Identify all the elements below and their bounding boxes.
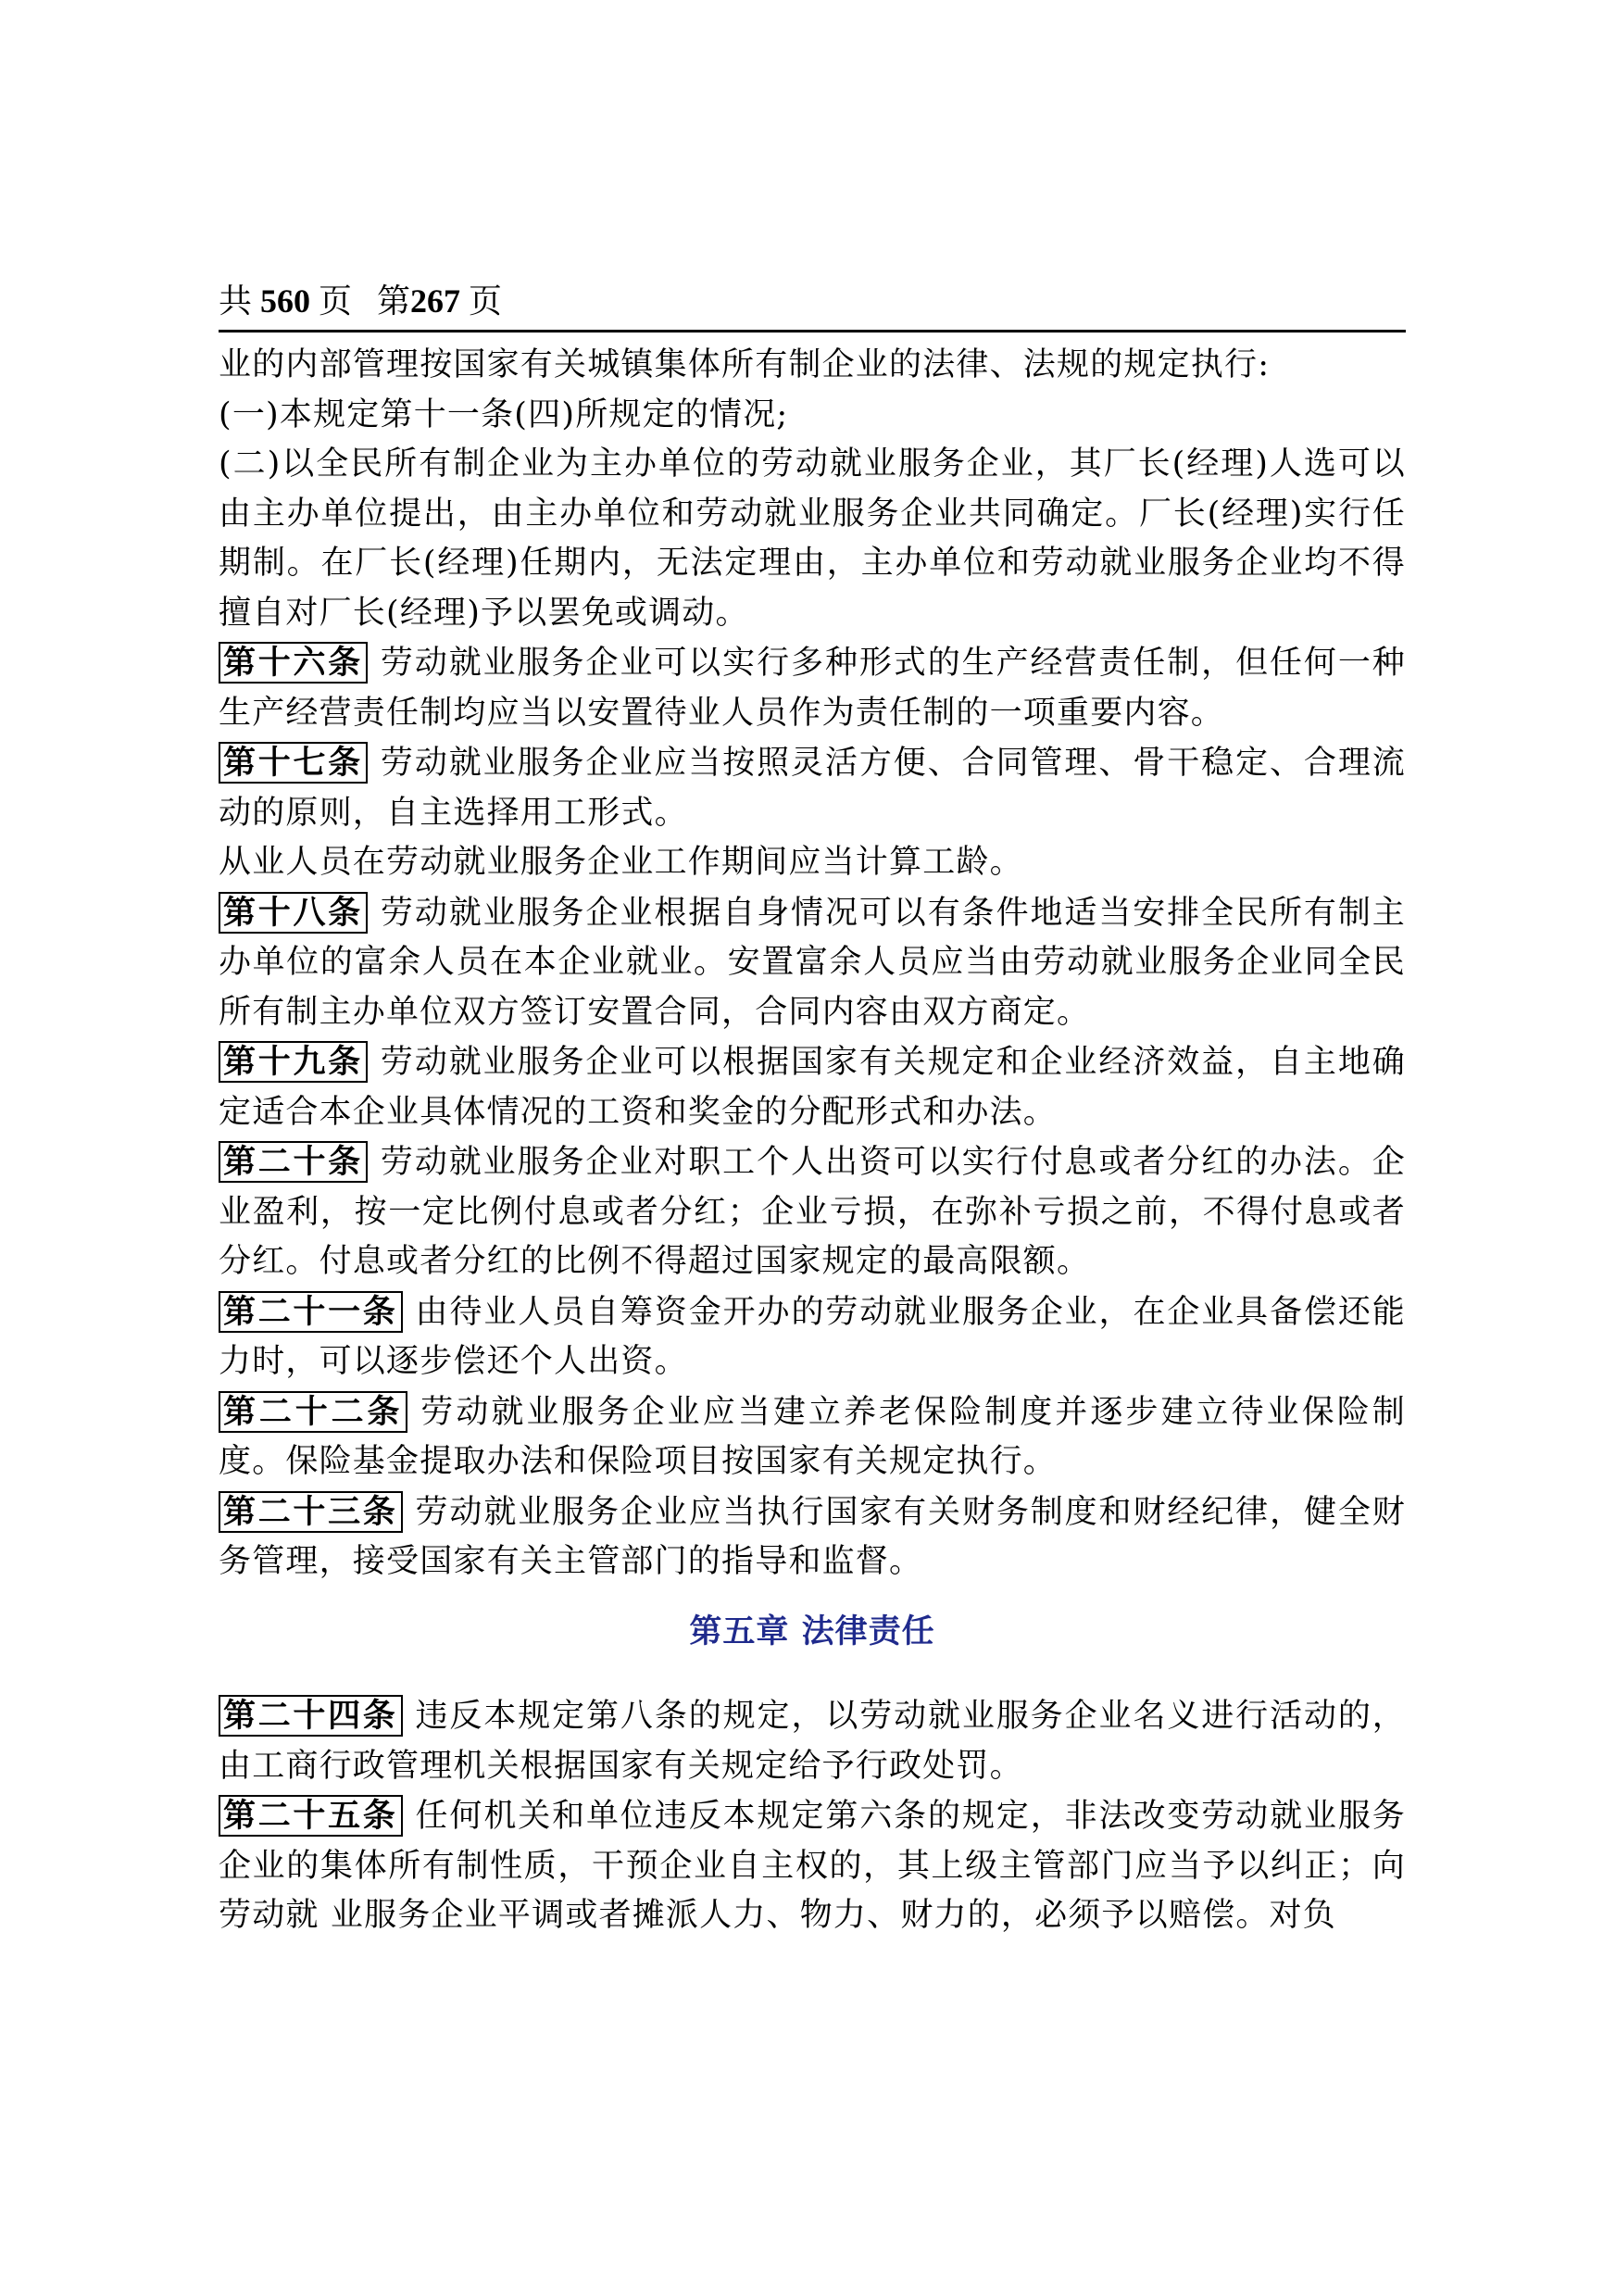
page-header <box>219 278 1406 324</box>
current-page-suffix: 页 <box>469 282 503 320</box>
chapter-heading: 第五章 法律责任 <box>689 1612 935 1650</box>
article-number-label: 第十七条 <box>219 742 368 784</box>
paragraph-text: 任何机关和单位违反本规定第六条的规定，非法改变劳动就业服务企业的集体所有制性质，干预企业自主权的，其上级主管部门应当予以纠正；向劳动就 业服务企业平调或者摊派人力、物力、财力的，必须予以赔偿。对负 <box>219 1798 1406 1934</box>
article-paragraph <box>219 1137 1406 1287</box>
total-pages: 560 <box>260 282 311 320</box>
article-number-label: 第二十五条 <box>219 1795 403 1837</box>
article-number-label: 第二十三条 <box>219 1491 403 1533</box>
paragraph-text: (一)本规定第十一条(四)所规定的情况; <box>219 395 789 433</box>
total-pages-prefix: 共 <box>219 282 253 320</box>
paragraph-text: 劳动就业服务企业可以根据国家有关规定和企业经济效益，自主地确定适合本企业具体情况的工资和奖金的分配形式和办法。 <box>219 1044 1406 1131</box>
article-paragraph <box>219 1487 1406 1587</box>
current-page: 267 <box>410 282 461 320</box>
paragraph-text: 劳动就业服务企业根据自身情况可以有条件地适当安排全民所有制主办单位的富余人员在本企业就业。安置富余人员应当由劳动就业服务企业同全民所有制主办单位双方签订安置合同，合同内容由双方商定。 <box>219 894 1406 1031</box>
article-paragraph <box>219 1387 1406 1487</box>
article-number-label: 第二十一条 <box>219 1291 403 1333</box>
paragraph-text: 从业人员在劳动就业服务企业工作期间应当计算工龄。 <box>219 844 1023 881</box>
paragraph-text: 劳动就业服务企业对职工个人出资可以实行付息或者分红的办法。企业盈利，按一定比例付息或者分红；企业亏损，在弥补亏损之前，不得付息或者分红。付息或者分红的比例不得超过国家规定的最高限额。 <box>219 1144 1406 1280</box>
paragraph-text: 劳动就业服务企业应当执行国家有关财务制度和财经纪律，健全财务管理，接受国家有关主管部门的指导和监督。 <box>219 1493 1406 1580</box>
current-page-prefix: 第 <box>377 282 411 320</box>
article-paragraph <box>219 1691 1406 1791</box>
article-number-label: 第十六条 <box>219 642 368 684</box>
body-paragraph <box>219 838 1406 888</box>
article-number-label: 第二十四条 <box>219 1695 403 1737</box>
paragraph-text: 违反本规定第八条的规定，以劳动就业服务企业名义进行活动的，由工商行政管理机关根据国家有关规定给予行政处罚。 <box>219 1698 1406 1785</box>
paragraph-text: 由待业人员自筹资金开办的劳动就业服务企业，在企业具备偿还能力时，可以逐步偿还个人出资。 <box>219 1293 1406 1380</box>
article-number-label: 第十八条 <box>219 892 368 934</box>
body-paragraph <box>219 341 1406 391</box>
article-paragraph <box>219 1287 1406 1387</box>
article-number-label: 第十九条 <box>219 1041 368 1083</box>
paragraph-text: 劳动就业服务企业应当按照灵活方便、合同管理、骨干稳定、合理流动的原则，自主选择用工形式。 <box>219 745 1406 832</box>
paragraph-text: 劳动就业服务企业应当建立养老保险制度并逐步建立待业保险制度。保险基金提取办法和保险项目按国家有关规定执行。 <box>219 1393 1406 1480</box>
article-paragraph <box>219 738 1406 838</box>
paragraph-text: 业的内部管理按国家有关城镇集体所有制企业的法律、法规的规定执行: <box>219 346 1271 383</box>
article-paragraph <box>219 1791 1406 1941</box>
body-paragraph <box>219 440 1406 638</box>
body-paragraph <box>219 391 1406 441</box>
article-paragraph <box>219 638 1406 738</box>
article-number-label: 第二十条 <box>219 1141 368 1183</box>
article-number-label: 第二十二条 <box>219 1391 407 1433</box>
total-pages-suffix: 页 <box>319 282 353 320</box>
paragraph-text: (二)以全民所有制企业为主办单位的劳动就业服务企业，其厂长(经理)人选可以由主办单位提出，由主办单位和劳动就业服务企业共同确定。厂长(经理)实行任期制。在厂长(经理)任期内，无法定理由，主办单位和劳动就业服务企业均不得擅自对厂长(经理)予以罢免或调动。 <box>219 445 1406 632</box>
paragraph-text: 劳动就业服务企业可以实行多种形式的生产经营责任制，但任何一种生产经营责任制均应当以安置待业人员作为责任制的一项重要内容。 <box>219 645 1406 732</box>
article-paragraph <box>219 1037 1406 1137</box>
header-rule <box>219 330 1406 332</box>
article-paragraph <box>219 888 1406 1038</box>
document-body <box>219 341 1406 1941</box>
